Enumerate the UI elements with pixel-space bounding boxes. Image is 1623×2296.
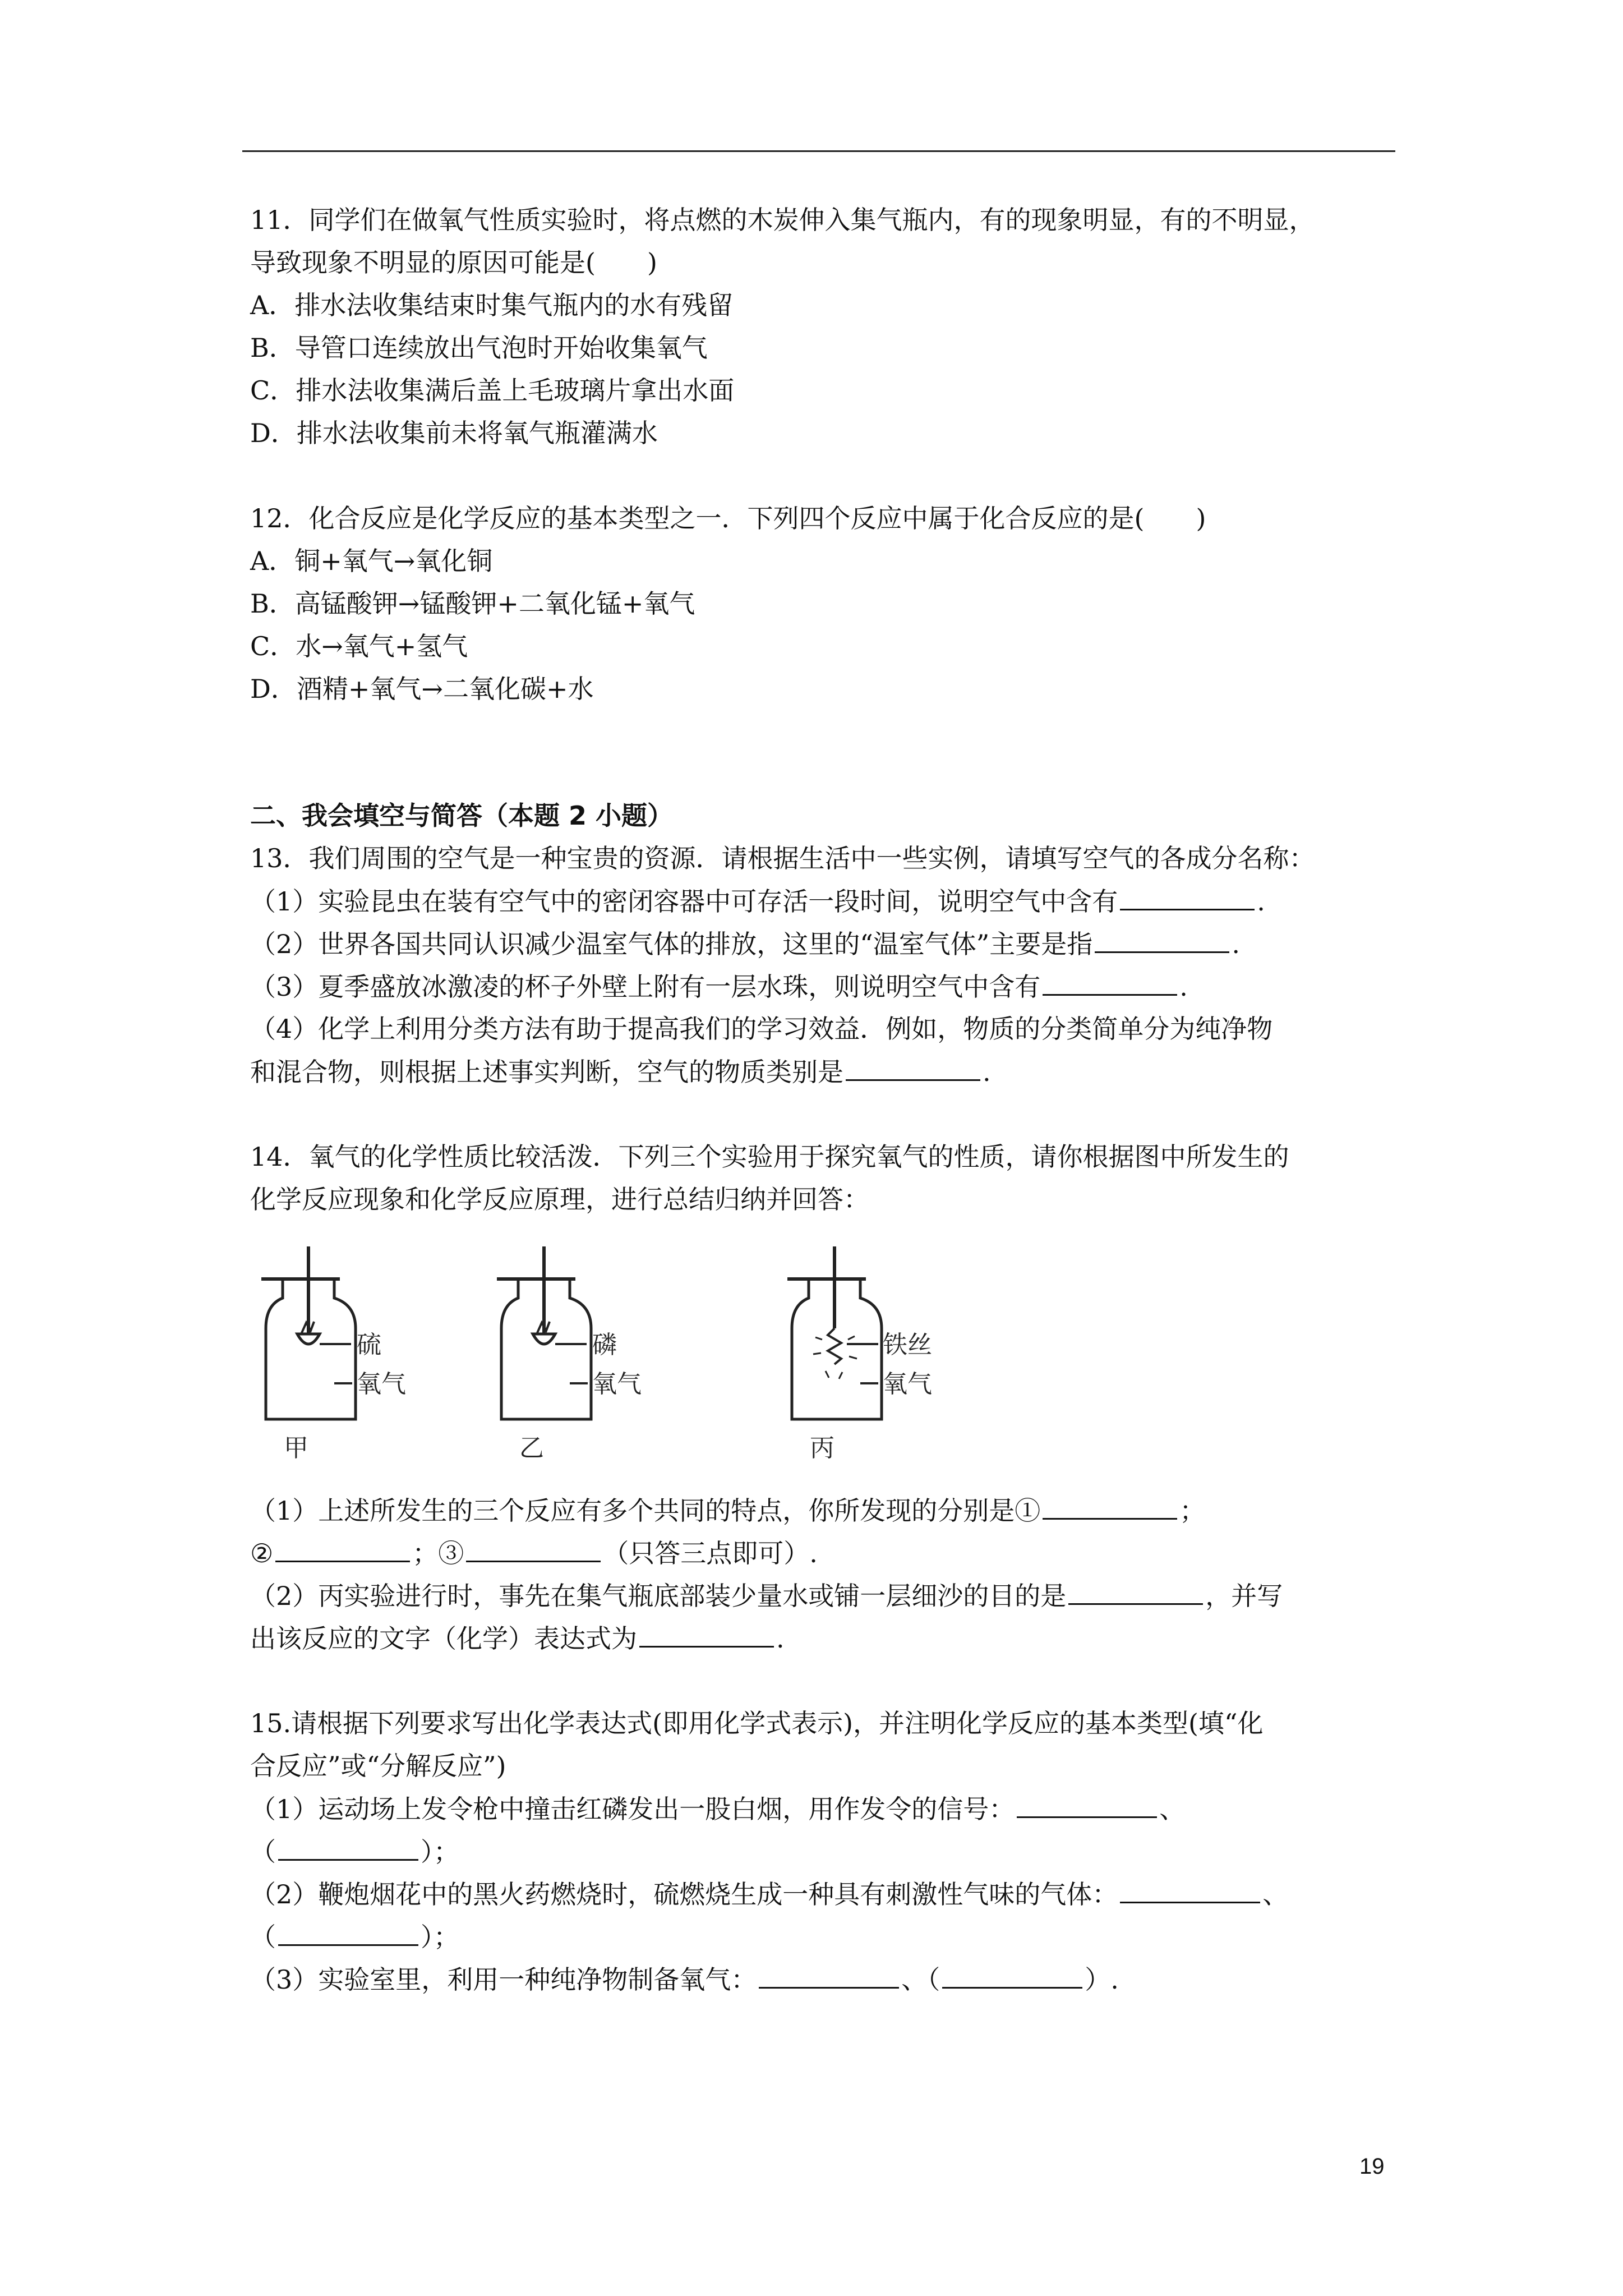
q11-option-a: A．排水法收集结束时集气瓶内的水有残留 (250, 290, 734, 320)
q15-part3-text: （3）实验室里，利用一种纯净物制备氧气： (250, 1964, 757, 1995)
q14-part2-text-c: 出该反应的文字（化学）表达式为 (250, 1623, 637, 1654)
q15-part2-line2 (250, 1920, 459, 1954)
q13-part1-blank[interactable] (1120, 884, 1255, 910)
q15-part3-tail: ）. (1085, 1964, 1119, 1995)
q15-part1-text: （1）运动场上发令枪中撞击红磷发出一股白烟，用作发令的信号： (250, 1794, 1015, 1824)
q15-part1-dun: 、 (1159, 1794, 1186, 1824)
q14-part2-line2 (250, 1621, 785, 1655)
q15-part1-line1 (250, 1792, 1185, 1826)
q14-stem-line2: 化学反应现象和化学反应原理，进行总结归纳并回答： (250, 1184, 869, 1214)
q13-part3 (250, 969, 1188, 1004)
q12-option-c: C．水→氧气+氢气 (250, 631, 468, 661)
q13-part4-line2 (250, 1055, 991, 1089)
q13-stem: 13．我们周围的空气是一种宝贵的资源．请根据生活中一些实例，请填写空气的各成分名称： (250, 843, 1315, 873)
q13-part4-period: . (983, 1057, 991, 1087)
q14-part2-blank1[interactable] (1068, 1579, 1203, 1605)
q14-part2-period: . (776, 1623, 785, 1654)
q14-part1-line2 (250, 1536, 818, 1570)
label-yi: 乙 (519, 1434, 544, 1462)
label-bing: 丙 (810, 1434, 834, 1462)
q13-part4-line1: （4）化学上利用分类方法有助于提高我们的学习效益．例如，物质的分类简单分为纯净物 (250, 1014, 1273, 1044)
q12-option-b: B．高锰酸钾→锰酸钾+二氧化锰+氧气 (250, 588, 695, 619)
q14-part1-blank1[interactable] (1043, 1493, 1177, 1520)
q11-option-b: B．导管口连续放出气泡时开始收集氧气 (250, 333, 708, 363)
q15-part1-paren-open: （ (250, 1837, 276, 1867)
q15-part3-blank1[interactable] (759, 1962, 899, 1989)
q13-part4-text: 和混合物，则根据上述事实判断，空气的物质类别是 (250, 1057, 843, 1087)
q12-option-d: D．酒精+氧气→二氧化碳+水 (250, 674, 594, 704)
q15-part3-dun: 、 (901, 1964, 928, 1995)
q14-part1-blank2[interactable] (275, 1536, 410, 1562)
q13-part2 (250, 927, 1240, 961)
q13-part3-text: （3）夏季盛放冰激凌的杯子外壁上附有一层水珠，则说明空气中含有 (250, 972, 1041, 1002)
q15-part2-text: （2）鞭炮烟花中的黑火药燃烧时，硫燃烧生成一种具有刺激性气味的气体： (250, 1879, 1118, 1910)
q11-option-c: C．排水法收集满后盖上毛玻璃片拿出水面 (250, 375, 735, 406)
q12-option-a: A．铜+氧气→氧化铜 (250, 546, 493, 576)
q15-part2-paren-close: ）； (421, 1922, 459, 1952)
q14-part2-text-a: （2）丙实验进行时，事先在集气瓶底部装少量水或铺一层细沙的目的是 (250, 1581, 1067, 1611)
q14-part2-line1 (250, 1579, 1283, 1613)
q13-part1-text: （1）实验昆虫在装有空气中的密闭容器中可存活一段时间，说明空气中含有 (250, 886, 1118, 917)
page-number: 19 (1359, 2154, 1385, 2179)
label-oxygen-bing: 氧气 (883, 1370, 932, 1398)
label-iron-wire: 铁丝 (883, 1331, 932, 1359)
q14-part1-blank3[interactable] (466, 1536, 601, 1562)
jar-jia (261, 1246, 406, 1462)
q15-part1-line2 (250, 1834, 459, 1869)
q11-stem-line1: 11．同学们在做氧气性质实验时，将点燃的木炭伸入集气瓶内，有的现象明显，有的不明显， (250, 205, 1315, 235)
label-oxygen-yi: 氧气 (592, 1370, 642, 1398)
jar-bing (787, 1246, 932, 1462)
oxygen-experiment-figure (250, 1244, 1002, 1463)
q15-part2-line1 (250, 1877, 1288, 1911)
q15-part3-blank2[interactable] (942, 1962, 1082, 1989)
q15-stem-line2: 合反应”或“分解反应”) (250, 1751, 506, 1781)
q15-part1-paren-close: ）； (421, 1837, 459, 1867)
q11-option-d: D．排水法收集前未将氧气瓶灌满水 (250, 418, 658, 448)
q14-part1-circle2: ② (250, 1538, 274, 1568)
q13-part4-blank[interactable] (846, 1055, 980, 1081)
q15-part1-blank2[interactable] (278, 1834, 418, 1861)
q13-part1 (250, 884, 1265, 918)
label-phosphorus: 磷 (592, 1331, 617, 1359)
q13-part2-text: （2）世界各国共同认识减少温室气体的排放，这里的“温室气体”主要是指 (250, 929, 1093, 959)
q15-part2-dun: 、 (1262, 1879, 1289, 1910)
jar-yi (497, 1246, 642, 1462)
q13-part3-blank[interactable] (1043, 969, 1177, 996)
q14-part1-line1 (250, 1493, 1205, 1527)
q15-part3-paren-open: （ (927, 1964, 940, 1995)
q12-stem: 12．化合反应是化学反应的基本类型之一．下列四个反应中属于化合反应的是( ) (250, 503, 1206, 533)
label-oxygen-jia: 氧气 (357, 1370, 406, 1398)
q14-part1-semicolon: ； (1179, 1496, 1206, 1526)
q14-part1-text: （1）上述所发生的三个反应有多个共同的特点，你所发现的分别是① (250, 1496, 1041, 1526)
q15-part2-paren-open: （ (250, 1922, 276, 1952)
q14-stem-line1: 14．氧气的化学性质比较活泼．下列三个实验用于探究氧气的性质，请你根据图中所发生的 (250, 1142, 1289, 1172)
q15-part3-line1 (250, 1962, 1119, 1996)
q13-part1-period: . (1257, 886, 1265, 917)
q15-stem-line1: 15.请根据下列要求写出化学表达式(即用化学式表示)，并注明化学反应的基本类型(填“化 (250, 1708, 1264, 1738)
q15-part2-blank2[interactable] (278, 1920, 418, 1946)
q14-part1-semicolon2: ；③ (412, 1538, 464, 1568)
q15-part1-blank1[interactable] (1017, 1792, 1157, 1818)
section-title: 二、我会填空与简答（本题 2 小题） (250, 800, 674, 831)
q15-part2-blank1[interactable] (1120, 1877, 1260, 1903)
q13-part2-period: . (1232, 929, 1240, 959)
q14-part2-blank2[interactable] (639, 1621, 774, 1648)
header-rule (242, 150, 1395, 152)
q14-part1-tail: （只答三点即可）. (603, 1538, 818, 1568)
q13-part2-blank[interactable] (1095, 927, 1229, 953)
q11-stem-line2: 导致现象不明显的原因可能是( ) (250, 247, 657, 278)
q14-part2-text-b: ，并写 (1205, 1581, 1283, 1611)
q13-part3-period: . (1179, 972, 1188, 1002)
label-jia: 甲 (284, 1434, 308, 1462)
label-sulfur: 硫 (357, 1331, 381, 1359)
